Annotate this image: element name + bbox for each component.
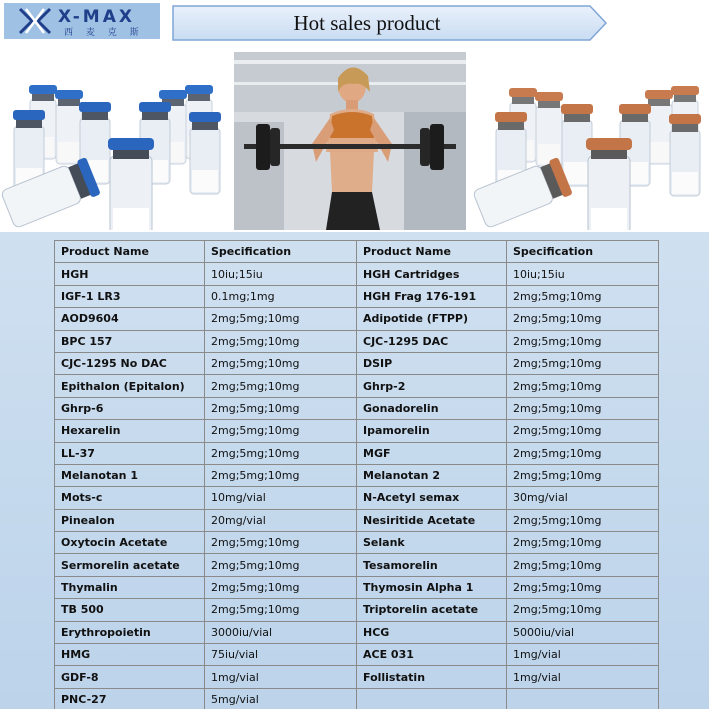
product-name-cell: Tesamorelin bbox=[357, 554, 507, 576]
specification-cell bbox=[507, 688, 659, 709]
specification-cell: 2mg;5mg;10mg bbox=[507, 442, 659, 464]
specification-cell: 2mg;5mg;10mg bbox=[507, 352, 659, 374]
specification-cell: 2mg;5mg;10mg bbox=[205, 352, 357, 374]
product-name-cell: HGH Cartridges bbox=[357, 263, 507, 285]
product-name-cell: Sermorelin acetate bbox=[55, 554, 205, 576]
table-row bbox=[55, 397, 659, 419]
specification-cell: 2mg;5mg;10mg bbox=[507, 420, 659, 442]
specification-cell: 2mg;5mg;10mg bbox=[205, 308, 357, 330]
specification-cell: 0.1mg;1mg bbox=[205, 285, 357, 307]
product-name-cell: HCG bbox=[357, 621, 507, 643]
table-header-row bbox=[55, 241, 659, 263]
product-name-cell: Melanotan 2 bbox=[357, 464, 507, 486]
header-product-name: Product Name bbox=[357, 241, 507, 263]
table-row bbox=[55, 509, 659, 531]
product-name-cell: Selank bbox=[357, 532, 507, 554]
specification-cell: 1mg/vial bbox=[507, 666, 659, 688]
specification-cell: 2mg;5mg;10mg bbox=[205, 442, 357, 464]
banner-title: Hot sales product bbox=[293, 11, 441, 35]
specification-cell: 1mg/vial bbox=[507, 644, 659, 666]
specification-cell: 2mg;5mg;10mg bbox=[507, 554, 659, 576]
specification-cell: 1mg/vial bbox=[205, 666, 357, 688]
logo[interactable] bbox=[4, 3, 160, 39]
product-name-cell: Melanotan 1 bbox=[55, 464, 205, 486]
product-name-cell: ACE 031 bbox=[357, 644, 507, 666]
product-name-cell: AOD9604 bbox=[55, 308, 205, 330]
table-row bbox=[55, 644, 659, 666]
specification-cell: 2mg;5mg;10mg bbox=[507, 397, 659, 419]
specification-cell: 2mg;5mg;10mg bbox=[205, 576, 357, 598]
table-row bbox=[55, 487, 659, 509]
table-row bbox=[55, 263, 659, 285]
table-row bbox=[55, 464, 659, 486]
header-specification: Specification bbox=[507, 241, 659, 263]
logo-brand: X-MAX bbox=[58, 7, 135, 27]
table-row bbox=[55, 621, 659, 643]
table-row bbox=[55, 666, 659, 688]
specification-cell: 2mg;5mg;10mg bbox=[507, 464, 659, 486]
specification-cell: 3000iu/vial bbox=[205, 621, 357, 643]
product-name-cell: Ghrp-2 bbox=[357, 375, 507, 397]
product-name-cell bbox=[357, 688, 507, 709]
product-name-cell: IGF-1 LR3 bbox=[55, 285, 205, 307]
specification-cell: 2mg;5mg;10mg bbox=[507, 375, 659, 397]
product-name-cell: MGF bbox=[357, 442, 507, 464]
table-row bbox=[55, 554, 659, 576]
product-name-cell: Epithalon (Epitalon) bbox=[55, 375, 205, 397]
specification-cell: 20mg/vial bbox=[205, 509, 357, 531]
product-name-cell: Adipotide (FTPP) bbox=[357, 308, 507, 330]
product-name-cell: CJC-1295 DAC bbox=[357, 330, 507, 352]
specification-cell: 2mg;5mg;10mg bbox=[205, 397, 357, 419]
blue-cap-vials-image bbox=[0, 50, 230, 230]
product-name-cell: Hexarelin bbox=[55, 420, 205, 442]
product-name-cell: Nesiritide Acetate bbox=[357, 509, 507, 531]
product-name-cell: HGH Frag 176-191 bbox=[357, 285, 507, 307]
product-table bbox=[54, 240, 659, 709]
table-row bbox=[55, 285, 659, 307]
specification-cell: 2mg;5mg;10mg bbox=[507, 532, 659, 554]
fitness-woman-image bbox=[234, 52, 466, 230]
table-row bbox=[55, 442, 659, 464]
table-row bbox=[55, 330, 659, 352]
specification-cell: 5000iu/vial bbox=[507, 621, 659, 643]
product-name-cell: TB 500 bbox=[55, 599, 205, 621]
table-row bbox=[55, 599, 659, 621]
specification-cell: 2mg;5mg;10mg bbox=[507, 599, 659, 621]
table-row bbox=[55, 420, 659, 442]
specification-cell: 2mg;5mg;10mg bbox=[205, 532, 357, 554]
table-row bbox=[55, 532, 659, 554]
product-name-cell: Erythropoietin bbox=[55, 621, 205, 643]
product-name-cell: PNC-27 bbox=[55, 688, 205, 709]
product-name-cell: Ghrp-6 bbox=[55, 397, 205, 419]
product-name-cell: Thymalin bbox=[55, 576, 205, 598]
product-name-cell: HGH bbox=[55, 263, 205, 285]
specification-cell: 2mg;5mg;10mg bbox=[507, 330, 659, 352]
table-row bbox=[55, 576, 659, 598]
header-product-name: Product Name bbox=[55, 241, 205, 263]
specification-cell: 2mg;5mg;10mg bbox=[205, 554, 357, 576]
specification-cell: 2mg;5mg;10mg bbox=[205, 420, 357, 442]
product-name-cell: Oxytocin Acetate bbox=[55, 532, 205, 554]
product-name-cell: Ipamorelin bbox=[357, 420, 507, 442]
specification-cell: 10iu;15iu bbox=[205, 263, 357, 285]
specification-cell: 2mg;5mg;10mg bbox=[507, 576, 659, 598]
product-name-cell: DSIP bbox=[357, 352, 507, 374]
table-row bbox=[55, 375, 659, 397]
specification-cell: 10mg/vial bbox=[205, 487, 357, 509]
product-name-cell: Mots-c bbox=[55, 487, 205, 509]
product-name-cell: Thymosin Alpha 1 bbox=[357, 576, 507, 598]
specification-cell: 2mg;5mg;10mg bbox=[205, 330, 357, 352]
header bbox=[0, 0, 709, 42]
specification-cell: 2mg;5mg;10mg bbox=[507, 509, 659, 531]
specification-cell: 10iu;15iu bbox=[507, 263, 659, 285]
specification-cell: 2mg;5mg;10mg bbox=[205, 599, 357, 621]
product-name-cell: Triptorelin acetate bbox=[357, 599, 507, 621]
copper-cap-vials-image bbox=[470, 50, 709, 230]
header-specification: Specification bbox=[205, 241, 357, 263]
logo-subtitle: 西 麦 克 斯 bbox=[64, 28, 144, 38]
product-name-cell: BPC 157 bbox=[55, 330, 205, 352]
product-name-cell: CJC-1295 No DAC bbox=[55, 352, 205, 374]
specification-cell: 75iu/vial bbox=[205, 644, 357, 666]
specification-cell: 5mg/vial bbox=[205, 688, 357, 709]
table-row bbox=[55, 308, 659, 330]
table-row bbox=[55, 352, 659, 374]
logo-mark-icon bbox=[18, 7, 52, 35]
specification-cell: 2mg;5mg;10mg bbox=[205, 375, 357, 397]
specification-cell: 2mg;5mg;10mg bbox=[507, 285, 659, 307]
specification-cell: 2mg;5mg;10mg bbox=[507, 308, 659, 330]
product-name-cell: GDF-8 bbox=[55, 666, 205, 688]
product-name-cell: Pinealon bbox=[55, 509, 205, 531]
specification-cell: 30mg/vial bbox=[507, 487, 659, 509]
product-name-cell: Follistatin bbox=[357, 666, 507, 688]
product-name-cell: Gonadorelin bbox=[357, 397, 507, 419]
table-row bbox=[55, 688, 659, 709]
product-name-cell: HMG bbox=[55, 644, 205, 666]
product-name-cell: N-Acetyl semax bbox=[357, 487, 507, 509]
specification-cell: 2mg;5mg;10mg bbox=[205, 464, 357, 486]
product-name-cell: LL-37 bbox=[55, 442, 205, 464]
